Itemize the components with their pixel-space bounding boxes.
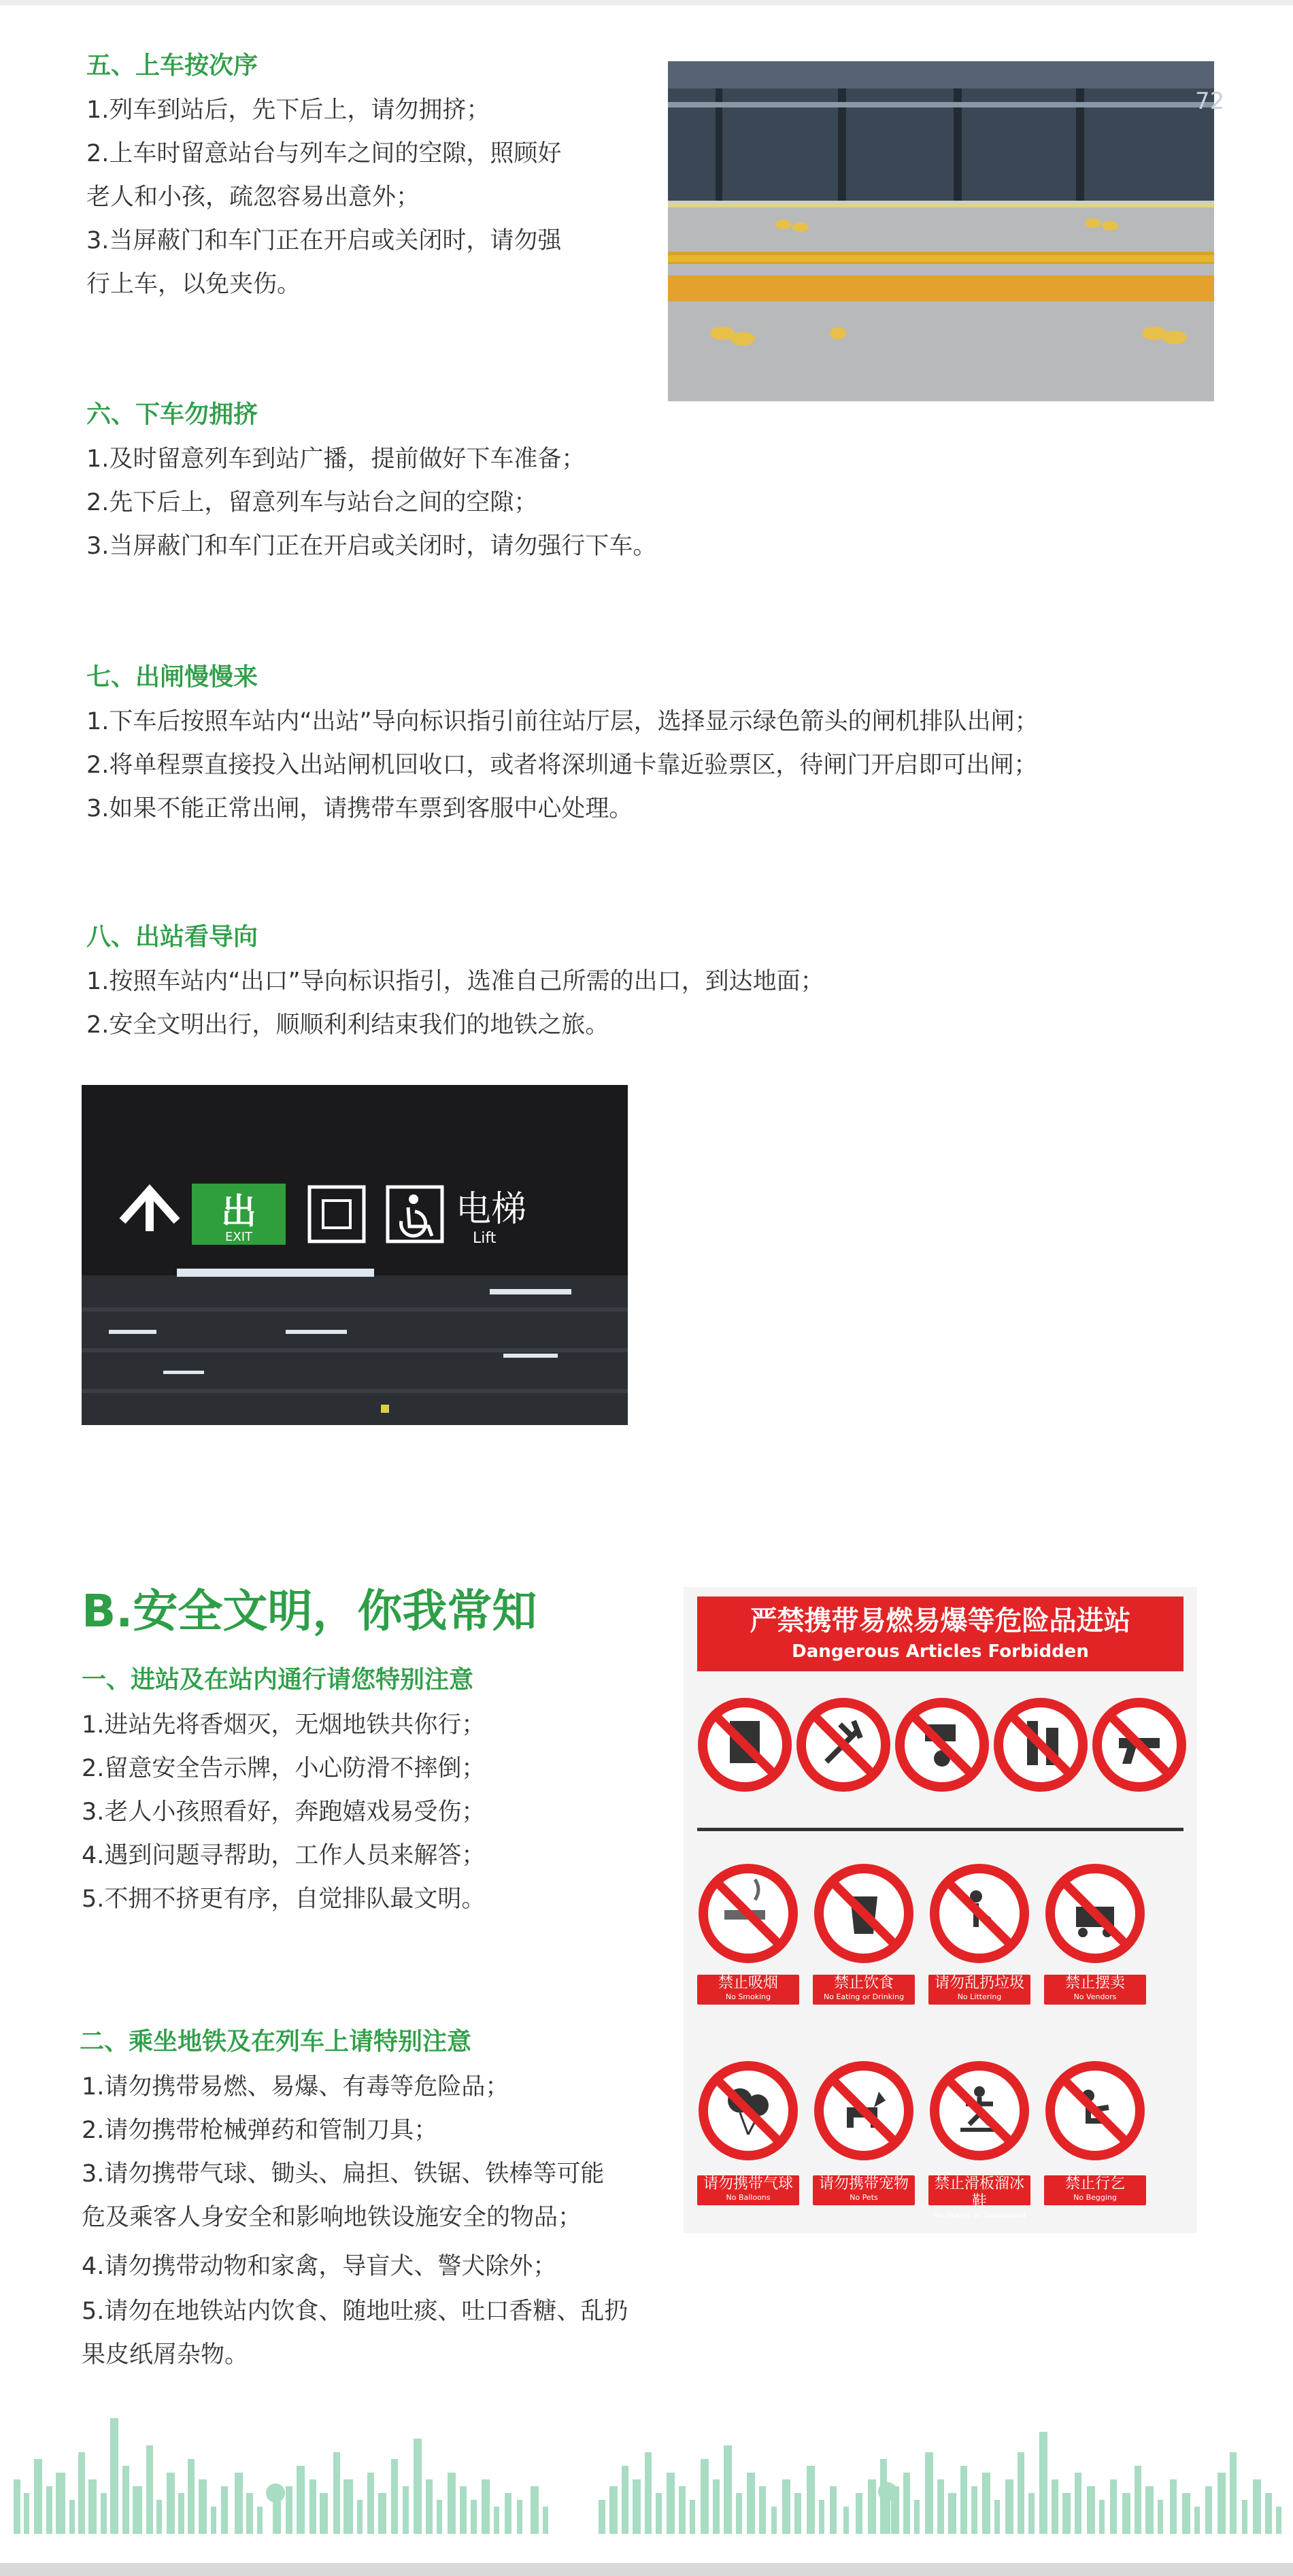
- exit-sign-photo: [82, 1085, 628, 1425]
- section-b-sub1-line: 3.老人小孩照看好，奔跑嬉戏易受伤；: [82, 1799, 486, 1826]
- section-b-sub1-line: 1.进站先将香烟灭，无烟地铁共你行；: [82, 1711, 486, 1739]
- no-toxic-icon: [900, 1703, 984, 1787]
- no-pets-icon: [819, 2066, 909, 2156]
- section-b-sub1-title: 一、进站及在站内通行请您特别注意: [82, 1666, 474, 1694]
- section-5-line: 老人和小孩，疏忽容易出意外；: [86, 184, 420, 211]
- section-b-sub2-line: 5.请勿在地铁站内饮食、随地吐痰、吐口香糖、乱扔: [82, 2298, 628, 2325]
- section-6-line: 3.当屏蔽门和车门正在开启或关闭时，请勿强行下车。: [86, 533, 657, 560]
- section-b-sub2-line: 1.请勿携带易燃、易爆、有毒等危险品；: [82, 2073, 509, 2101]
- dangerous-articles-poster: [684, 1587, 1197, 2233]
- poster-label-no-eating: 禁止饮食 No Eating or Drinking: [813, 1975, 915, 2005]
- section-b-sub2-title: 二、乘坐地铁及在列车上请特别注意: [80, 2028, 472, 2056]
- no-balloons-icon: [703, 2066, 793, 2156]
- section-5-line: 2.上车时留意站台与列车之间的空隙，照顾好: [86, 140, 562, 167]
- section-7-line: 2.将单程票直接投入出站闸机回收口，或者将深圳通卡靠近验票区，待闸门开启即可出闸；: [86, 752, 1038, 779]
- poster-label-no-smoking: 禁止吸烟 No Smoking: [697, 1975, 799, 2005]
- no-eating-icon: [819, 1869, 909, 1958]
- no-littering-icon: [935, 1869, 1024, 1958]
- skyline-decoration: [0, 2411, 1293, 2534]
- lift-en-text: Lift: [473, 1230, 497, 1247]
- poster-title-en: Dangerous Articles Forbidden: [792, 1641, 1089, 1662]
- poster-label-no-vendors: 禁止摆卖 No Vendors: [1044, 1975, 1146, 2005]
- no-begging-icon: [1050, 2066, 1140, 2156]
- section-b-sub2-line: 果皮纸屑杂物。: [82, 2341, 249, 2369]
- poster-label-no-begging: 禁止行乞 No Begging: [1044, 2175, 1146, 2205]
- section-5-title: 五、上车按次序: [86, 52, 258, 80]
- poster-label-no-skates: 禁止滑板溜冰鞋 No Skates or Skateboard: [928, 2175, 1030, 2205]
- section-7-line: 1.下车后按照车站内“出站”导向标识指引前往站厅层，选择显示绿色箭头的闸机排队出闸；: [86, 708, 1039, 735]
- section-b-sub2-line: 4.请勿携带动物和家禽，导盲犬、警犬除外；: [82, 2253, 557, 2280]
- prohibition-icons: [684, 1587, 1197, 2233]
- section-7-line: 3.如果不能正常出闸，请携带车票到客服中心处理。: [86, 795, 633, 822]
- poster-label-no-balloons: 请勿携带气球 No Balloons: [697, 2175, 799, 2205]
- section-8-title: 八、出站看导向: [86, 923, 258, 951]
- section-b-sub2-line: 3.请勿携带气球、锄头、扁担、铁锯、铁棒等可能: [82, 2160, 605, 2188]
- no-explosives-icon: [801, 1703, 886, 1787]
- poster-title-cn: 严禁携带易燃易爆等危险品进站: [750, 1605, 1131, 1637]
- no-flammables-icon: [703, 1703, 787, 1787]
- section-b-sub2-line: 危及乘客人身安全和影响地铁设施安全的物品；: [82, 2204, 582, 2231]
- no-alcohol-icon: [998, 1703, 1083, 1787]
- lift-cn-text: 电梯: [456, 1189, 527, 1230]
- section-5-line: 1.列车到站后，先下后上，请勿拥挤；: [86, 97, 490, 124]
- section-5-line: 3.当屏蔽门和车门正在开启或关闭时，请勿强: [86, 227, 562, 254]
- no-weapons-icon: [1097, 1703, 1181, 1787]
- poster-label-no-pets: 请勿携带宠物 No Pets: [813, 2175, 915, 2205]
- section-7-title: 七、出闸慢慢来: [86, 663, 258, 691]
- section-6-line: 1.及时留意列车到站广播，提前做好下车准备；: [86, 446, 586, 473]
- section-b-title: B.安全文明，你我常知: [82, 1585, 537, 1637]
- poster-label-no-littering: 请勿乱扔垃圾 No Littering: [928, 1975, 1030, 2005]
- train-number-text: 72: [1195, 88, 1225, 115]
- section-b-sub1-line: 5.不拥不挤更有序，自觉排队最文明。: [82, 1886, 486, 1913]
- exit-cn-text: 出: [220, 1192, 257, 1233]
- bottom-divider: [0, 2563, 1293, 2576]
- no-vendors-icon: [1050, 1869, 1140, 1958]
- section-b-sub1-line: 2.留意安全告示牌，小心防滑不摔倒；: [82, 1755, 486, 1782]
- section-8-line: 2.安全文明出行，顺顺利利结束我们的地铁之旅。: [86, 1011, 609, 1039]
- platform-photo: [668, 61, 1225, 401]
- section-6-title: 六、下车勿拥挤: [86, 401, 258, 429]
- section-8-line: 1.按照车站内“出口”导向标识指引，选准自己所需的出口，到达地面；: [86, 968, 824, 995]
- section-5-line: 行上车，以免夹伤。: [86, 271, 301, 298]
- section-b-sub1-line: 4.遇到问题寻帮助，工作人员来解答；: [82, 1842, 486, 1869]
- exit-en-text: EXIT: [224, 1230, 253, 1244]
- section-b-sub2-line: 2.请勿携带枪械弹药和管制刀具；: [82, 2117, 438, 2144]
- top-divider: [0, 0, 1293, 5]
- no-skateboards-icon: [935, 2066, 1024, 2156]
- section-6-line: 2.先下后上，留意列车与站台之间的空隙；: [86, 489, 538, 516]
- no-smoking-icon: [703, 1869, 793, 1958]
